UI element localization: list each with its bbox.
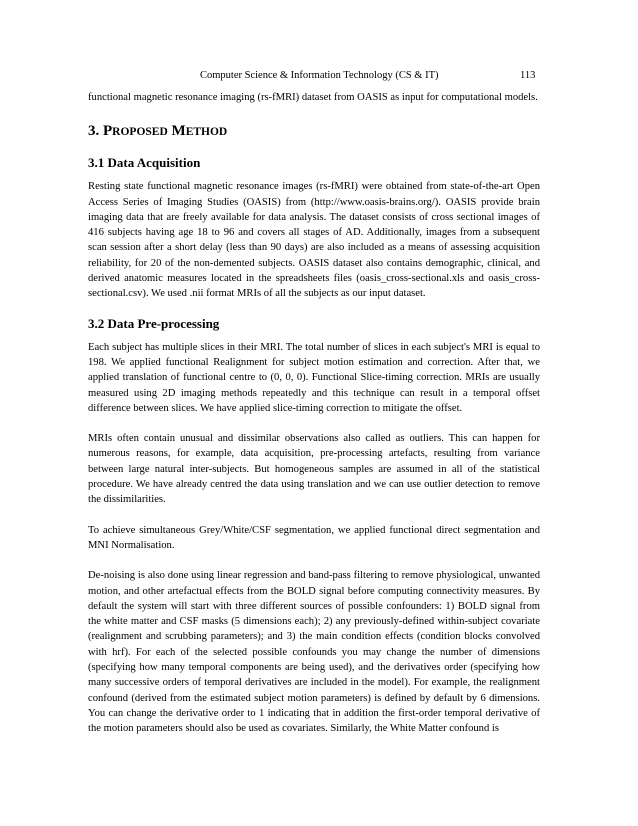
section-heading-proposed-method [88, 122, 540, 141]
page-number: 113 [520, 70, 536, 81]
section-title-p-cap: P [103, 123, 113, 140]
section-title-m-rest: ETHOD [185, 126, 228, 139]
paragraph: To achieve simultaneous Grey/White/CSF segmentation, we applied functional direct segmentation and MNI Normalisation. [88, 524, 540, 551]
intro-paragraph: functional magnetic resonance imaging (rs-fMRI) dataset from OASIS as input for computational models. [88, 92, 538, 103]
paragraph: MRIs often contain unusual and dissimilar observations also called as outliers. This can happen for numerous reasons, for example, data acquisition, pre-processing artefacts, resulting from variance between large natural inter-subjects. But homogeneous samples are assumed in all of the statistical procedure. We have already centred the data using translation and we can use outlier detection to remove the dissimilarities. [88, 433, 540, 506]
paragraph: Resting state functional magnetic resonance images (rs-fMRI) were obtained from state-of-the-art Open Access Series of Imaging Studies (OASIS) from (http://www.oasis-brains.org/). OASIS provide brain imaging data that are freely available for data analysis. The dataset consists of cross sectional images of 416 subjects having age 18 to 96 and covers all stages of AD. Additionally, images from a subsequent scan session after a short delay (less than 90 days) are also included as a means of assessing acquisition reliability, for 20 of the non-demented subjects. OASIS dataset also contains demographic, clinical, and derived anatomic measures located in the spreadsheets files (oasis_cross-sectional.xls and oasis_cross-sectional.csv). We used .nii format MRIs of all the subjects as our input dataset. [88, 181, 540, 300]
section-title-p-rest: ROPOSED [112, 126, 168, 139]
section-number: 3. [88, 123, 100, 140]
section-title-m-cap: M [171, 123, 186, 140]
running-head: Computer Science & Information Technology (CS & IT) [200, 70, 439, 81]
subsection-heading-data-preprocessing: 3.2 Data Pre-processing [88, 315, 220, 331]
paragraph: Each subject has multiple slices in their MRI. The total number of slices in each subject's MRI is equal to 198. We applied functional Realignment for subject motion estimation and correction. After that, we applied translation of functional centre to (0, 0, 0). Functional Slice-timing correction. MRIs are usually measured using 2D imaging methods repeatedly and this technique can result in a temporal offset difference between slices. We have applied slice-timing correction to mitigate the offset. [88, 341, 540, 414]
body-text [88, 90, 540, 737]
subsection-heading-data-acquisition: 3.1 Data Acquisition [88, 155, 201, 171]
paragraph: De-noising is also done using linear regression and band-pass filtering to remove physiological, unwanted motion, and other artefactual effects from the BOLD signal before computing connectivity measures. By default the system will start with three different sources of possible confounders: 1) BOLD signal from the white matter and CSF masks (5 dimensions each); 2) any previously-defined within-subject covariate (realignment and scrubbing parameters); and 3) the main condition effects (condition blocks convolved with hrf). For each of the selected possible confounds you may change the number of dimensions (specifying how many temporal components are being used), and the derivatives order (specifying how many successive orders of temporal derivatives are included in the model). For example, the realignment confound (derived from the estimated subject motion parameters) is defined by default by 6 dimensions. You can change the derivative order to 1 indicating that in addition the first-order temporal derivative of the motion parameters should also be used as covariates. Similarly, the White Matter confound is [88, 570, 540, 735]
